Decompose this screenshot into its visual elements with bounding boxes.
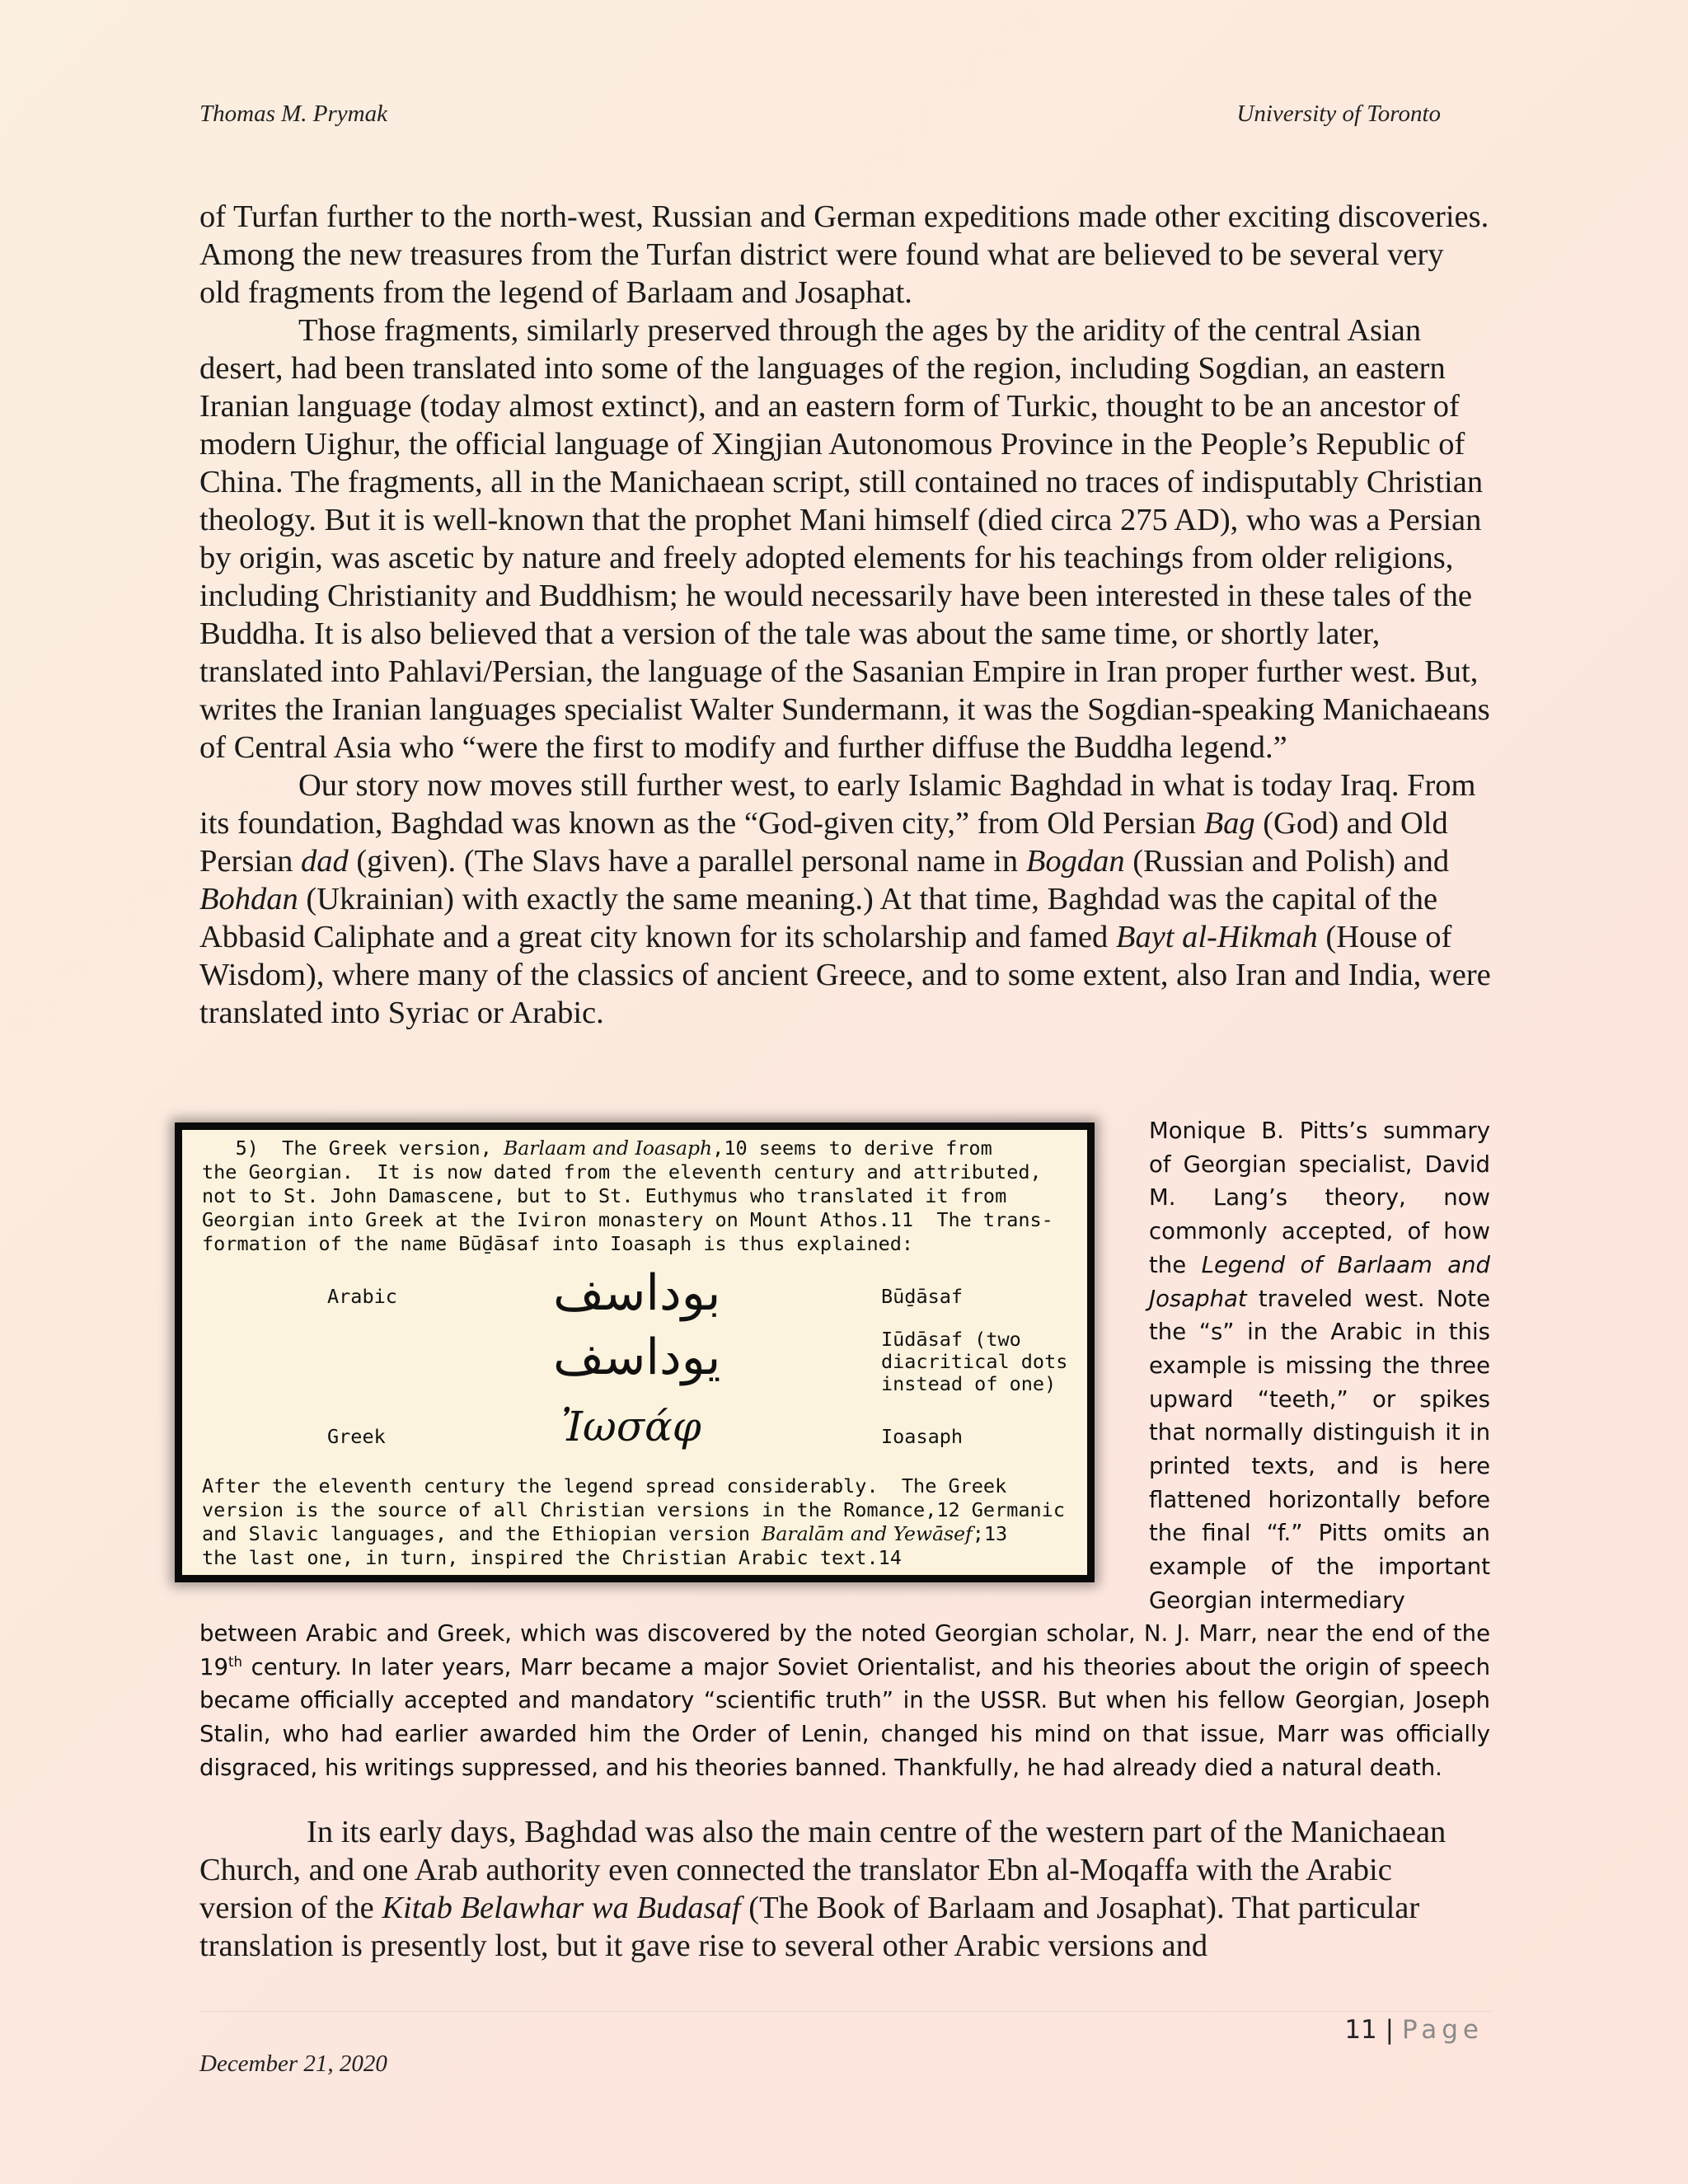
term-kitab-title: Kitab Belawhar wa Budasaf <box>382 1891 741 1925</box>
figure-arabic-script: يوداسف <box>553 1329 721 1386</box>
figure-line: After the eleventh century the legend spread considerably. The Greek <box>202 1474 1007 1497</box>
figure-caption-continued: between Arabic and Greek, which was discovered by the noted Georgian scholar, N. J. Marr, near the end of the 19th century. In later years, Marr became a major Soviet Orientalist, and his theories about the origin of speech became officially accepted and mandatory “scientific truth” in the USSR. But when his fellow Georgian, Joseph Stalin, who had earlier awarded him the Order of Lenin, changed his mind on that issue, Marr was officially disgraced, his writings suppressed, and his theories banned. Thankfully, he had already died a natural death. <box>199 1620 1490 1781</box>
term-bohdan: Bohdan <box>199 882 298 916</box>
paragraph-1: of Turfan further to the north-west, Russian and German expeditions made other exciting discoveries. Among the new treasures from the Turfan district were found what are believed to be several very old fragments from the legend of Barlaam and Josaphat. <box>199 199 1489 310</box>
paragraph-4: In its early days, Baghdad was also the main centre of the western part of the Manichaean Church, and one Arab authority even connected the translator Ebn al-Moqaffa with the Arabic version of the Kitab Belawhar wa Budasaf (The Book of Barlaam and Josaphat). That particular translation is presently lost, but it gave rise to several other Arabic versions and <box>199 1815 1447 1963</box>
figure-arabic-script: بوداسف <box>553 1264 721 1322</box>
figure-label-greek: Greek <box>327 1425 386 1448</box>
figure-line: not to St. John Damascene, but to St. Euthymus who translated it from <box>202 1184 1007 1207</box>
figure-scanned-excerpt <box>175 1122 1095 1582</box>
figure-line: and Slavic languages, and the Ethiopian version Baralām and Yewāsef;13 <box>202 1522 1008 1545</box>
figure-gloss: Iūdāsaf (two <box>881 1328 1021 1351</box>
footer-divider <box>199 2011 1492 2012</box>
body-text-bottom <box>199 1813 1492 1965</box>
figure-line: 5) The Greek version, Barlaam and Ioasaph,10 seems to derive from <box>189 1137 992 1160</box>
figure-gloss: diacritical dots <box>881 1350 1068 1373</box>
figure-line: version is the source of all Christian versions in the Romance,12 Germanic <box>202 1498 1065 1521</box>
figure-line: formation of the name Būḏāsaf into Ioasaph is thus explained: <box>202 1232 914 1255</box>
term-bag: Bag <box>1203 806 1255 841</box>
page-number: 11 | Page <box>1344 2015 1484 2045</box>
figure-gloss: Būḏāsaf <box>881 1285 964 1308</box>
term-bogdan: Bogdan <box>1025 844 1125 879</box>
figure-caption: Monique B. Pitts’s summary of Georgian specialist, David M. Lang’s theory, now commonly accepted, of how the Legend of Barlaam and Josaphat traveled west. Note the “s” in the Arabic in this example is missing the three upward “teeth,” or spikes that normally distinguish it in printed texts, and is here flattened horizontally before the final “f.” Pitts omits an example of the important Georgian intermediary <box>1149 1118 1490 1614</box>
figure-gloss: Ioasaph <box>881 1425 964 1448</box>
figure-line: the last one, in turn, inspired the Christian Arabic text.14 <box>202 1546 902 1569</box>
footer-date: December 21, 2020 <box>199 2050 387 2077</box>
term-dad: dad <box>300 844 349 879</box>
term-bayt-al-hikmah: Bayt al-Hikmah <box>1115 920 1318 954</box>
caption-title: Legend of Barlaam and Josaphat <box>1149 1251 1490 1312</box>
paragraph-2: Those fragments, similarly preserved through the ages by the aridity of the central Asian desert, had been translated into some of the languages of the region, including Sogdian, an eastern Iranian language (today almost extinct), and an eastern form of Turkic, thought to be an ancestor of modern Uighur, the official language of Xingjian Autonomous Province in the People’s Republic of China. The fragments, all in the Manichaean script, still contained no traces of indisputably Christian theology. But it is well-known that the prophet Mani himself (died circa 275 AD), who was a Persian by origin, was ascetic by nature and freely adopted elements for his teachings from older religions, including Christianity and Buddhism; he would necessarily have been interested in these tales of the Buddha. It is also believed that a version of the tale was about the same time, or shortly later, translated into Pahlavi/Persian, the language of the Sasanian Empire in Iran proper further west. But, writes the Iranian languages specialist Walter Sundermann, it was the Sogdian-speaking Manichaeans of Central Asia who “were the first to modify and further diffuse the Buddha legend.” <box>199 313 1490 765</box>
figure-greek-script: Ἰωσάφ <box>561 1403 701 1451</box>
figure-line: the Georgian. It is now dated from the eleventh century and attributed, <box>202 1160 1042 1183</box>
header-affiliation: University of Toronto <box>1236 101 1441 127</box>
figure-label-arabic: Arabic <box>327 1285 397 1308</box>
body-text-top <box>199 198 1492 1032</box>
paragraph-3: Our story now moves still further west, to early Islamic Baghdad in what is today Iraq. From its foundation, Baghdad was known as the “God-given city,” from Old Persian Bag (God) and Old Persian dad (given). (The Slavs have a parallel personal name in Bogdan (Russian and Polish) and Bohdan (Ukrainian) with exactly the same meaning.) At that time, Baghdad was the capital of the Abbasid Caliphate and a great city known for its scholarship and famed Bayt al-Hikmah (House of Wisdom), where many of the classics of ancient Greece, and to some extent, also Iran and India, were translated into Syriac or Arabic. <box>199 768 1491 1030</box>
header-author: Thomas M. Prymak <box>199 101 387 127</box>
figure-line: Georgian into Greek at the Iviron monastery on Mount Athos.11 The trans- <box>202 1208 1053 1231</box>
figure-gloss: instead of one) <box>881 1372 1057 1395</box>
